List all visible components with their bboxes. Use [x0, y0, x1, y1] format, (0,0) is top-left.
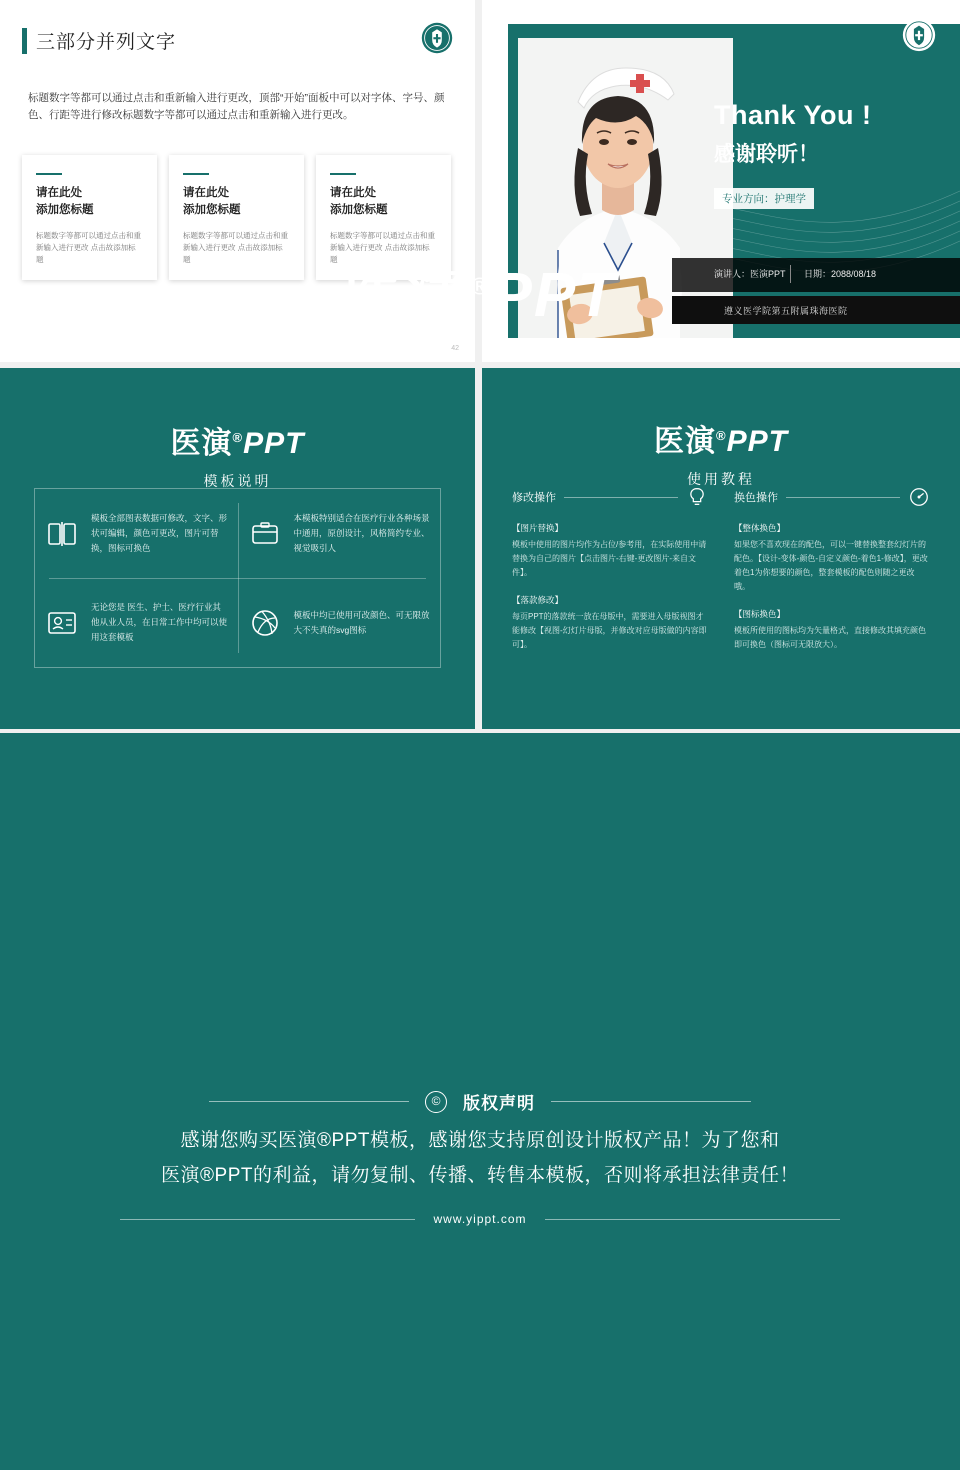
- brand-ppt: PPT: [726, 425, 788, 458]
- card-accent-dash: [330, 173, 356, 175]
- brand-title: [0, 418, 475, 462]
- dribbble-icon: [248, 606, 282, 640]
- brand-main: 医演: [342, 261, 471, 330]
- column-title: 修改操作: [512, 492, 556, 504]
- title-accent-bar: [22, 28, 27, 54]
- feature-cell: [238, 578, 441, 667]
- column-header: [734, 486, 930, 508]
- feature-cell: [35, 489, 238, 578]
- left-rule: [209, 1101, 409, 1102]
- book-icon: [45, 517, 79, 551]
- page-number: 42: [451, 345, 459, 352]
- thank-you-title: Thank You !: [714, 100, 872, 130]
- feature-grid: [34, 488, 441, 668]
- tutorial-block: [734, 608, 930, 652]
- website-row: [0, 1212, 960, 1226]
- feature-cell: [35, 578, 238, 667]
- tutorial-columns: [512, 486, 930, 652]
- block-body: 模板中使用的图片均作为占位/参考用，在实际使用中请替换为自己的图片【点击图片-右键-更改图片-来自文件】。: [512, 540, 707, 577]
- major-badge: 专业方向：护理学: [714, 188, 814, 209]
- block-body: 每页PPT的落款统一放在母版中，需要进入母版视图才能修改【视图-幻灯片母版，并修改对应母版做的内容即可】。: [512, 612, 707, 649]
- block-body: 模板所使用的图标均为矢量格式，直接修改其填充颜色即可换色（图标可无限放大）。: [734, 626, 926, 649]
- right-rule: [551, 1101, 751, 1102]
- brand-registered: ®: [716, 428, 727, 443]
- brand-main: 医演: [654, 425, 717, 458]
- grid-horizontal-divider: [49, 578, 426, 579]
- slide-tutorial: [482, 368, 960, 729]
- brand-subtitle: 模板说明: [203, 473, 272, 489]
- card-accent-dash: [183, 173, 209, 175]
- column-title: 换色操作: [734, 492, 778, 504]
- copyright-text: [0, 1123, 960, 1193]
- brand-block: [482, 416, 960, 489]
- page-title: 三部分并列文字: [36, 32, 177, 53]
- brand-registered: ®: [232, 430, 244, 445]
- card-title: 请在此处 添加您标题: [183, 187, 241, 217]
- tutorial-column: [734, 486, 930, 652]
- brand-ppt: PPT: [490, 261, 618, 330]
- thank-you-subtitle: 感谢聆听！: [714, 143, 819, 166]
- page-description: 标题数字等都可以通过点击和重新输入进行更改，顶部“开始”面板中可以对字体、字号、颜色、行距等进行修改标题数字等都可以通过点击和重新输入进行更改。: [28, 92, 445, 122]
- column-header: [512, 486, 708, 508]
- brand-registered: ®: [470, 273, 491, 301]
- feature-text: 模板全部图表数据可修改，文字、形状可编辑，颜色可更改，图片可替换，图标可换色: [91, 513, 228, 553]
- block-title: 【落款修改】: [512, 595, 564, 605]
- box-icon: [248, 517, 282, 551]
- feature-text: 无论您是 医生、护士、医疗行业其他从业人员，在日常工作中均可以使用这套模板: [91, 602, 228, 642]
- tutorial-column: [512, 486, 708, 652]
- header-rule: [786, 497, 900, 498]
- card-text: 标题数字等都可以通过点击和重新输入进行更改 点击故添加标题: [330, 230, 435, 265]
- copyright-line-2: 医演®PPT的利益，请勿复制、传播、转售本模板，否则将承担法律责任！: [161, 1165, 799, 1187]
- tutorial-block: [734, 522, 930, 594]
- header-rule: [564, 497, 678, 498]
- copyright-heading: 版权声明: [463, 1094, 535, 1113]
- user-id-icon: [45, 606, 79, 640]
- right-rule: [545, 1219, 840, 1220]
- card-accent-dash: [36, 173, 62, 175]
- block-body: 如果您不喜欢现在的配色，可以一键替换整套幻灯片的配色。【设计-变体-颜色-自定义颜色-着色1-修改】，更改着色1为你想要的颜色，整套模板的配色则随之更改哦。: [734, 540, 928, 591]
- card-text: 标题数字等都可以通过点击和重新输入进行更改 点击故添加标题: [183, 230, 288, 265]
- brand-subtitle: 使用教程: [687, 471, 755, 487]
- feature-text: 本模板特别适合在医疗行业各种场景中通用，原创设计，风格简约专业、视觉吸引人: [293, 513, 430, 553]
- left-rule: [120, 1219, 415, 1220]
- copyright-brand: [0, 245, 960, 334]
- card-text: 标题数字等都可以通过点击和重新输入进行更改 点击故添加标题: [36, 230, 141, 265]
- brand-block: [0, 418, 475, 491]
- card-title: 请在此处 添加您标题: [36, 187, 94, 217]
- slide-row-middle: [0, 368, 960, 733]
- lightbulb-icon: [686, 486, 708, 508]
- copyright-line-1: 感谢您购买医演®PPT模板，感谢您支持原创设计版权产品！为了您和: [180, 1130, 780, 1151]
- feature-text: 模板中均已使用可改颜色、可无限放大不失真的svg图标: [293, 609, 430, 635]
- palette-icon: [908, 486, 930, 508]
- block-title: 【图标换色】: [734, 609, 786, 619]
- block-title: 【整体换色】: [734, 523, 786, 533]
- tutorial-block: [512, 594, 708, 652]
- copyright-icon: ©: [425, 1091, 447, 1113]
- speaker-name: 演讲人：医演PPT: [714, 269, 786, 279]
- copyright-heading-row: [0, 1089, 960, 1114]
- card-title: 请在此处 添加您标题: [330, 187, 388, 217]
- brand-ppt: PPT: [243, 427, 305, 460]
- hospital-name: 遵义医学院第五附属珠海医院: [672, 296, 960, 324]
- presentation-date: 日期：2088/08/18: [804, 269, 877, 279]
- slide-template-note: [0, 368, 475, 729]
- brand-main: 医演: [170, 427, 233, 460]
- tutorial-block: [512, 522, 708, 580]
- brand-title-large: [0, 245, 960, 334]
- hospital-seal-logo-icon: [421, 22, 453, 54]
- brand-title: [482, 416, 960, 460]
- website-url[interactable]: www.yippt.com: [433, 1212, 527, 1226]
- hospital-seal-logo-icon: [902, 18, 936, 52]
- feature-cell: [238, 489, 441, 578]
- block-title: 【图片替换】: [512, 523, 564, 533]
